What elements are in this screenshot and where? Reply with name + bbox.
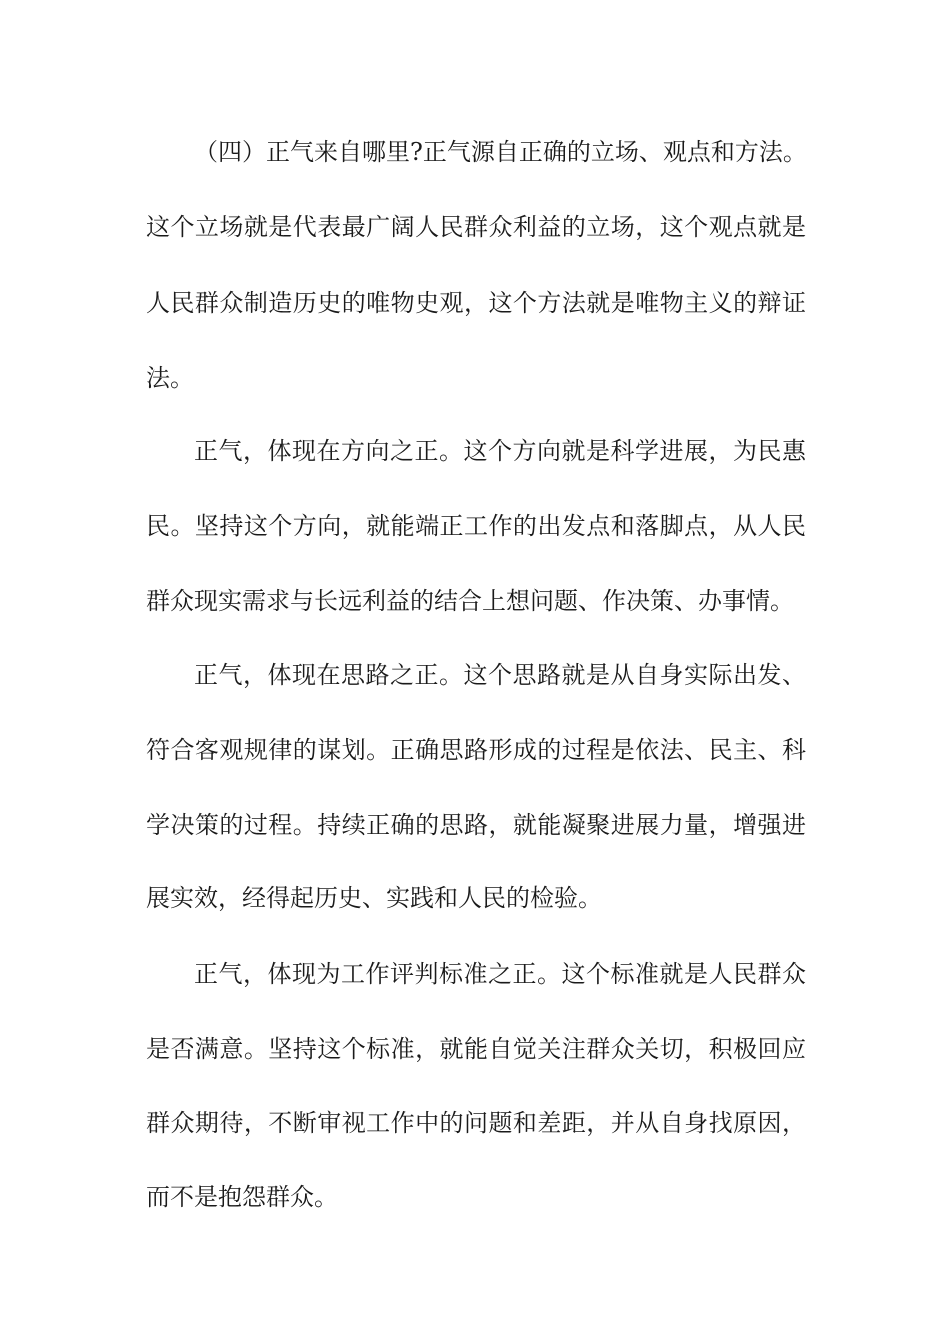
paragraph-1-line-1: （四）正气来自哪里?正气源自正确的立场、观点和方法。	[194, 138, 807, 166]
paragraph-3-line-4: 展实效，经得起历史、实践和人民的检验。	[146, 884, 602, 912]
paragraph-4-line-4: 而不是抱怨群众。	[146, 1183, 338, 1211]
paragraph-3-line-3: 学决策的过程。持续正确的思路，就能凝聚进展力量，增强进	[146, 811, 806, 839]
paragraph-4-line-3: 群众期待，不断审视工作中的问题和差距，并从自身找原因，	[146, 1109, 806, 1137]
paragraph-1-line-4: 法。	[146, 364, 194, 392]
paragraph-4-line-2: 是否满意。坚持这个标准，就能自觉关注群众关切，积极回应	[146, 1035, 806, 1063]
paragraph-2-line-1: 正气，体现在方向之正。这个方向就是科学进展，为民惠	[194, 437, 806, 465]
paragraph-3-line-2: 符合客观规律的谋划。正确思路形成的过程是依法、民主、科	[146, 736, 806, 764]
paragraph-1-line-3: 人民群众制造历史的唯物史观，这个方法就是唯物主义的辩证	[146, 289, 806, 317]
paragraph-2-line-3: 群众现实需求与长远利益的结合上想问题、作决策、办事情。	[146, 587, 794, 615]
paragraph-4-line-1: 正气，体现为工作评判标准之正。这个标准就是人民群众	[194, 960, 806, 988]
paragraph-2-line-2: 民。坚持这个方向，就能端正工作的出发点和落脚点，从人民	[146, 512, 806, 540]
paragraph-1-line-2: 这个立场就是代表最广阔人民群众利益的立场，这个观点就是	[146, 213, 806, 241]
paragraph-3-line-1: 正气，体现在思路之正。这个思路就是从自身实际出发、	[194, 661, 806, 689]
